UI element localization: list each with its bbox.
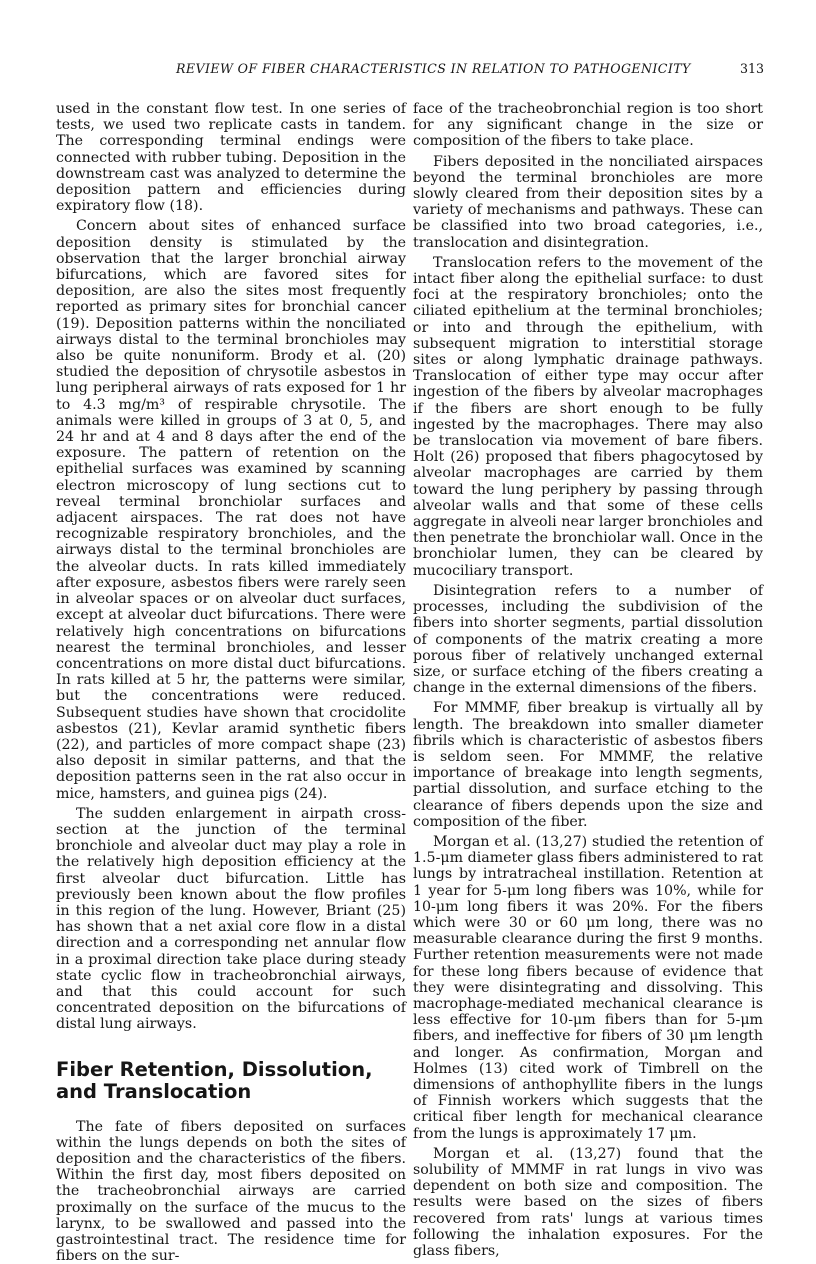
running-title: REVIEW OF FIBER CHARACTERISTICS IN RELATION TO PATHOGENICITY [176, 61, 691, 76]
page-number: 313 [739, 61, 764, 76]
paragraph: Concern about sites of enhanced surface deposition density is stimulated by the observation that the larger bronchial airway bifurcations, which are favored sites for deposition, are also the sites most frequently reported as primary sites for bronchial cancer (19). Deposition patterns within the nonciliated airways distal to the terminal bronchioles may also be quite nonuniform. Brody et al. (20) studied the deposition of chrysotile asbestos in lung peripheral airways of rats exposed for 1 hr to 4.3 mg/m³ of respirable chrysotile. The animals were killed in groups of 3 at 0, 5, and 24 hr and at 4 and 8 days after the end of the exposure. The pattern of retention on the epithelial surfaces was examined by scanning electron microscopy of lung sections cut to reveal terminal bronchiolar surfaces and adjacent airspaces. The rat does not have recognizable respiratory bronchioles, and the airways distal to the terminal bronchioles are the alveolar ducts. In rats killed immediately after exposure, asbestos fibers were rarely seen in alveolar spaces or on alveolar duct surfaces, except at alveolar duct bifurcations. There were relatively high concentrations on bifurcations nearest the terminal bronchioles, and lesser concentrations on more distal duct bifurcations. In rats killed at 5 hr, the patterns were similar, but the concentrations were reduced. Subsequent studies have shown that crocidolite asbestos (21), Kevlar aramid synthetic fibers (22), and particles of more compact shape (23) also deposit in similar patterns, and that the deposition patterns seen in the rat also occur in mice, hamsters, and guinea pigs (24). [56, 218, 406, 802]
paragraph: Translocation refers to the movement of the intact fiber along the epithelial surface: to dust foci at the respiratory bronchioles; onto the ciliated epithelium at the terminal bronchioles; or into and through the epithelium, with subsequent migration to interstitial storage sites or along lymphatic drainage pathways. Translocation of either type may occur after ingestion of the fibers by alveolar macrophages if the fibers are short enough to be fully ingested by the macrophages. There may also be translocation via movement of bare fibers. Holt (26) proposed that fibers phagocytosed by alveolar macrophages are carried by them toward the lung periphery by passing through alveolar walls and that some of these cells aggregate in alveoli near larger bronchioles and then penetrate the bronchiolar wall. Once in the bronchiolar lumen, they can be cleared by mucociliary transport. [413, 254, 763, 579]
paragraph: The fate of fibers deposited on surfaces within the lungs depends on both the sites of deposition and the characteristics of the fibers. Within the first day, most fibers deposited on the tracheobronchial airways are carried proximally on the surface of the mucus to the larynx, to be swallowed and passed into the gastrointestinal tract. The residence time for fibers on the sur- [56, 1118, 406, 1264]
paragraph: Morgan et al. (13,27) studied the retention of 1.5-μm diameter glass fibers administered to rat lungs by intratracheal instillation. Retention at 1 year for 5-μm long fibers was 10%, while for 10-μm long fibers it was 20%. For the fibers which were 30 or 60 μm long, there was no measurable clearance during the first 9 months. Further retention measurements were not made for these long fibers because of evidence that they were disintegrating and dissolving. This macrophage-mediated mechanical clearance is less effective for 10-μm fibers than for 5-μm fibers, and ineffective for fibers of 30 μm length and longer. As confirmation, Morgan and Holmes (13) cited work of Timbrell on the dimensions of anthophyllite fibers in the lungs of Finnish workers which suggests that the critical fiber length for mechanical clearance from the lungs is approximately 17 μm. [413, 833, 763, 1142]
paragraph: used in the constant flow test. In one series of tests, we used two replicate casts in tandem. The corresponding terminal endings were connected with rubber tubing. Deposition in the downstream cast was analyzed to determine the deposition pattern and efficiencies during expiratory flow (18). [56, 101, 406, 215]
paragraph: The sudden enlargement in airpath cross-section at the junction of the terminal bronchiole and alveolar duct may play a role in the relatively high deposition efficiency at the first alveolar duct bifurcation. Little has previously been known about the flow profiles in this region of the lung. However, Briant (25) has shown that a net axial core flow in a distal direction and a corresponding net annular flow in a proximal direction take place during steady state cyclic flow in tracheobronchial airways, and that this could account for such concentrated deposition on the bifurcations of distal lung airways. [56, 805, 406, 1033]
paragraph: For MMMF, fiber breakup is virtually all by length. The breakdown into smaller diameter fibrils which is characteristic of asbestos fibers is seldom seen. For MMMF, the relative importance of breakage into length segments, partial dissolution, and surface etching to the clearance of fibers depends upon the size and composition of the fiber. [413, 700, 763, 830]
paragraph: Morgan et al. (13,27) found that the solubility of MMMF in rat lungs in vivo was dependent on both size and composition. The results were based on the sizes of fibers recovered from rats' lungs at various times following the inhalation exposures. For the glass fibers, [413, 1145, 763, 1260]
left-column [56, 101, 406, 1264]
paragraph: face of the tracheobronchial region is too short for any significant change in the size or composition of the fibers to take place. [413, 101, 763, 150]
section-heading: Fiber Retention, Dissolution, and Translocation [56, 1057, 373, 1103]
right-column [413, 101, 763, 1259]
running-header [56, 61, 764, 79]
paragraph: Disintegration refers to a number of processes, including the subdivision of the fibers into shorter segments, partial dissolution of components of the matrix creating a more porous fiber of relatively unchanged external size, or surface etching of the fibers creating a change in the external dimensions of the fibers. [413, 582, 763, 697]
paragraph: Fibers deposited in the nonciliated airspaces beyond the terminal bronchioles are more slowly cleared from their deposition sites by a variety of mechanisms and pathways. These can be classified into two broad categories, i.e., translocation and disintegration. [413, 153, 763, 251]
